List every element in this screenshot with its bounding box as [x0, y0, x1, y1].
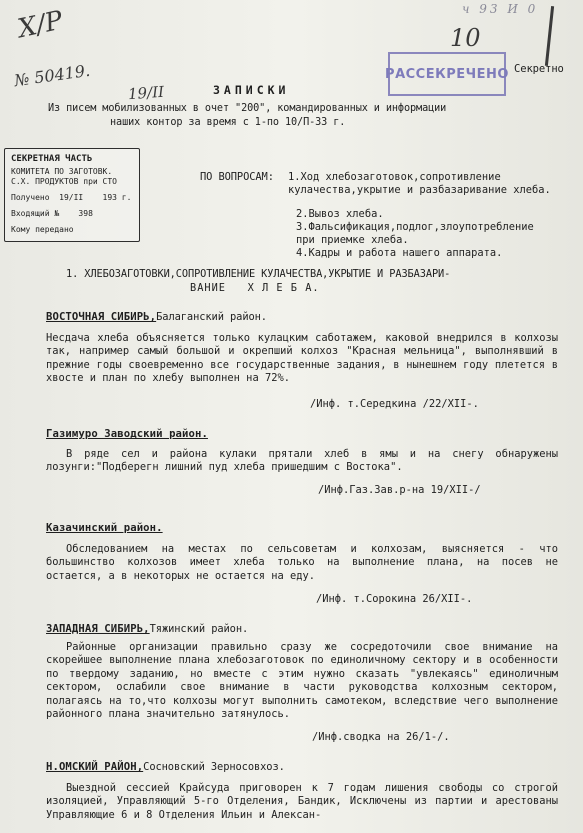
classification-label: Секретно — [514, 63, 564, 75]
handwritten-number: № 50419. — [13, 60, 92, 91]
stamp-received-date: Получено 19/II 193 г. — [11, 193, 132, 202]
subtitle-line-1: Из писем мобилизованных в очет "200", командированных и информации — [48, 103, 447, 114]
handwritten-faint-mark: ч 93 И 0 — [462, 2, 539, 16]
entry-text: Обследованием на местах по сельсоветам и колхозам, выясняется - что большинство колхозов имеет хлеба только на выполнение плана, на посев не остается, а в некоторых не остается на еду. — [46, 543, 558, 582]
entry-district: Балаганский район. — [156, 311, 267, 323]
entry-region: ЗАПАДНАЯ СИБИРЬ, — [46, 623, 150, 635]
entry-text: Выездной сессией Крайсуда приговорен к 7 годам лишения свободы со строгой изоляцией, Управляющий 5-го Отделения, Бандик, Исключены из партии и арестованы Управляющие 6 и 8 Отделения Ильин и Алексан- — [46, 782, 558, 821]
question-item-2: 2.Вывоз хлеба. — [296, 208, 384, 220]
entry-text: Несдача хлеба объясняется только кулацким саботажем, каковой внедрился в колхозы так, например самый большой и окрепший колхоз "Красная мельница", выполнявший в прежние годы своевременно все государственные задания, в нынешнем году плетется в хвосте и план по хлебу выполнен на 72%. — [46, 332, 558, 385]
entry-heading — [46, 305, 267, 325]
handwritten-mark-top-left: Х/Р — [15, 5, 66, 45]
entry-district: Тяжинский район. — [149, 623, 249, 635]
entry-region: Казачинский район. — [46, 522, 163, 534]
entry-heading — [46, 755, 285, 775]
subtitle-line-2: наших контор за время с 1-по 10/П-33 г. — [110, 117, 346, 128]
entry-heading — [46, 516, 163, 535]
question-item-3: 3.Фальсификация,подлог,злоупотребление при приемке хлеба. — [296, 221, 534, 247]
entry-text: Районные организации правильно сразу же сосредоточили свое внимание на скорейшее выполнение плана хлебозаготовок по единоличному сектору и в особенности по твердому заданию, но вместе с этим нужно сказать "увлекаясь" единоличным сектором, ослабили свое внимание в части руководства колхозным сектором, полагаясь на то,что колхозы могут выполнить самотеком, вследствие чего выполнение районного плана значительно затянулось. — [46, 641, 558, 721]
handwritten-stroke — [545, 6, 554, 66]
stamp-transferred-to: Кому передано — [11, 225, 74, 234]
section-title-line-2: ВАНИЕ Х Л Е Б А. — [190, 282, 320, 294]
entry-signature: /Инф.сводка на 26/1-/. — [312, 731, 450, 743]
entry-district: Сосновский Зерносовхоз. — [143, 761, 285, 773]
handwritten-page-number: 10 — [450, 24, 481, 52]
handwritten-date: 19/II — [127, 82, 165, 104]
stamp-incoming-number: Входящий № 398 — [11, 209, 93, 218]
secret-part-stamp — [4, 148, 140, 242]
stamp-line-3: С.Х. ПРОДУКТОВ при СТО — [11, 177, 117, 186]
entry-signature: /Инф. т.Середкина /22/XII-. — [310, 398, 479, 410]
question-item-1: 1.Ход хлебозаготовок,сопротивление кулачества,укрытие и разбазаривание хлеба. — [288, 171, 551, 197]
entry-region: Газимуро Заводский район. — [46, 428, 208, 440]
question-item-4: 4.Кадры и работа нашего аппарата. — [296, 247, 503, 259]
stamp-line-2: КОМИТЕТА ПО ЗАГОТОВК. — [11, 167, 113, 176]
questions-label: ПО ВОПРОСАМ: — [200, 171, 274, 183]
entry-signature: /Инф.Газ.Зав.р-на 19/XII-/ — [318, 484, 481, 496]
declassified-stamp: РАССЕКРЕЧЕНО — [388, 52, 506, 96]
section-title-line-1: 1. ХЛЕБОЗАГОТОВКИ,СОПРОТИВЛЕНИЕ КУЛАЧЕСТВА,УКРЫТИЕ И РАЗБАЗАРИ- — [66, 268, 451, 280]
entry-signature: /Инф. т.Сорокина 26/XII-. — [316, 593, 473, 605]
entry-text: В ряде сел и района кулаки прятали хлеб в ямы и на снегу обнаружены лозунги:"Подберегн лишний пуд хлеба пришедшим с Востока". — [46, 448, 558, 474]
stamp-line-1: СЕКРЕТНАЯ ЧАСТЬ — [11, 154, 93, 164]
entry-heading — [46, 422, 208, 441]
entry-region: ВОСТОЧНАЯ СИБИРЬ, — [46, 311, 157, 323]
document-title: ЗАПИСКИ — [213, 83, 290, 97]
entry-region: Н.ОМСКИЙ РАЙОН, — [46, 761, 144, 773]
entry-heading — [46, 617, 248, 637]
